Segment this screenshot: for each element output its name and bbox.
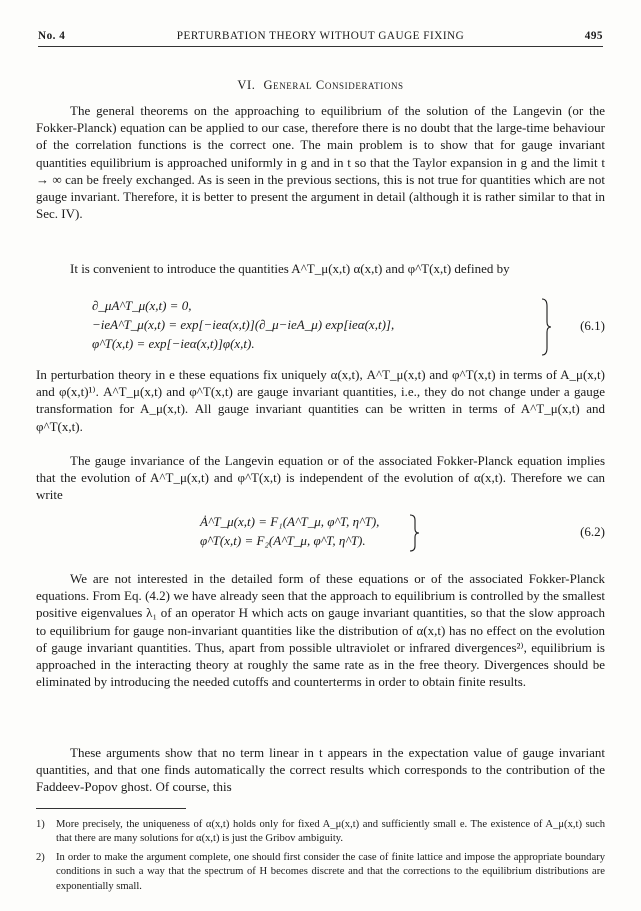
paragraph-5: We are not interested in the detailed form of these equations or of the associated Fokker-Planck equations. From Eq. (4.2) we have already seen that the approach to equilibrium is controlled by the smallest positive eigenvalues λ₁ of an operator H which acts on gauge invariant quantities, so that the slow approach to equilibrium for gauge non-invariant quantities like the distribution of α(x,t) has no effect on the evolution of gauge invariant quantities. Thus, apart from possible ultraviolet or infrared divergences²⁾, equilibrium is approached in the interacting theory at roughly the same rate as in the free theory. Divergences should be eliminated by introducing the needed cutoffs and counterterms in order to obtain finite results.	[36, 571, 605, 690]
footnote-rule	[36, 808, 186, 809]
equation-6-2-brace	[408, 514, 420, 552]
footnote-2	[36, 851, 605, 894]
equation-6-2-tag: (6.2)	[580, 524, 605, 539]
footnote-1-mark: 1)	[36, 819, 45, 830]
equation-6-2-line-2: φ̇^T(x,t) = F₂(A^T_μ, φ^T, η^T).	[200, 533, 366, 548]
footnote-2-mark: 2)	[36, 852, 45, 863]
footnote-1-text: More precisely, the uniqueness of α(x,t) holds only for fixed A_μ(x,t) and sufficiently small e. The existence of A_μ(x,t) such that there are many solutions for α(x,t) is just the Gribov ambiguity.	[56, 819, 605, 845]
section-number: VI.	[237, 78, 256, 92]
running-header	[38, 30, 603, 46]
equation-6-2-line-1: Ȧ^T_μ(x,t) = F₁(A^T_μ, φ^T, η^T),	[200, 514, 380, 529]
equation-6-1-tag: (6.1)	[580, 318, 605, 333]
section-heading	[0, 78, 641, 93]
paragraph-6: These arguments show that no term linear in t appears in the expectation value of gauge invariant quantities, and that one finds automatically the correct results which corresponds to the contribution of the Faddeev-Popov ghost. Of course, this	[36, 745, 605, 795]
equation-6-1-line-1: ∂_μA^T_μ(x,t) = 0,	[92, 298, 192, 313]
footnote-1	[36, 818, 605, 847]
paragraph-3: In perturbation theory in e these equations fix uniquely α(x,t), A^T_μ(x,t) and φ^T(x,t) in terms of A_μ(x,t) and φ(x,t)¹⁾. A^T_μ(x,t) and φ^T(x,t) are gauge invariant quantities, i.e., they do not change under a gauge transformation for A_μ(x,t). All gauge invariant quantities can be written in terms of A^T_μ(x,t) and φ^T(x,t).	[36, 367, 605, 434]
paragraph-1: The general theorems on the approaching to equilibrium of the solution of the Langevin (or the Fokker-Planck) equation can be applied to our case, therefore there is no doubt that the large-time behaviour of the correlation functions is the correct one. The main problem is to show that for gauge invariant quantities equilibrium is approached uniformly in g and in t so that the Taylor expansion in g and the limit t → ∞ can be freely exchanged. As is seen in the previous sections, this is not true for quantities which are not gauge invariant. Therefore, it is better to present the argument in detail (although it is rather similar to that in Sec. IV).	[36, 103, 605, 222]
running-title: PERTURBATION THEORY WITHOUT GAUGE FIXING	[176, 30, 465, 42]
equation-6-1-line-3: φ^T(x,t) = exp[−ieα(x,t)]φ(x,t).	[92, 336, 255, 351]
header-rule	[38, 46, 603, 47]
equation-6-1	[92, 296, 605, 358]
section-title: General Considerations	[263, 78, 404, 92]
journal-number: No. 4	[38, 30, 66, 42]
paragraph-2: It is convenient to introduce the quantities A^T_μ(x,t) α(x,t) and φ^T(x,t) defined by	[70, 261, 510, 276]
equation-6-1-brace	[540, 298, 552, 356]
footnote-2-text: In order to make the argument complete, one should first consider the case of finite lattice and impose the appropriate boundary conditions in such a way that the spectrum of H becomes discrete and that the corrections to the equilibrium distributions are exponentially small.	[56, 852, 605, 892]
page-number: 495	[584, 30, 603, 42]
equation-6-2	[200, 512, 605, 554]
equation-6-1-line-2: −ieA^T_μ(x,t) = exp[−ieα(x,t)](∂_μ−ieA_μ) exp[ieα(x,t)],	[92, 317, 395, 332]
paragraph-4: The gauge invariance of the Langevin equation or of the associated Fokker-Planck equation implies that the evolution of A^T_μ(x,t) and φ^T(x,t) is independent of the evolution of α(x,t). Therefore we can write	[36, 453, 605, 503]
